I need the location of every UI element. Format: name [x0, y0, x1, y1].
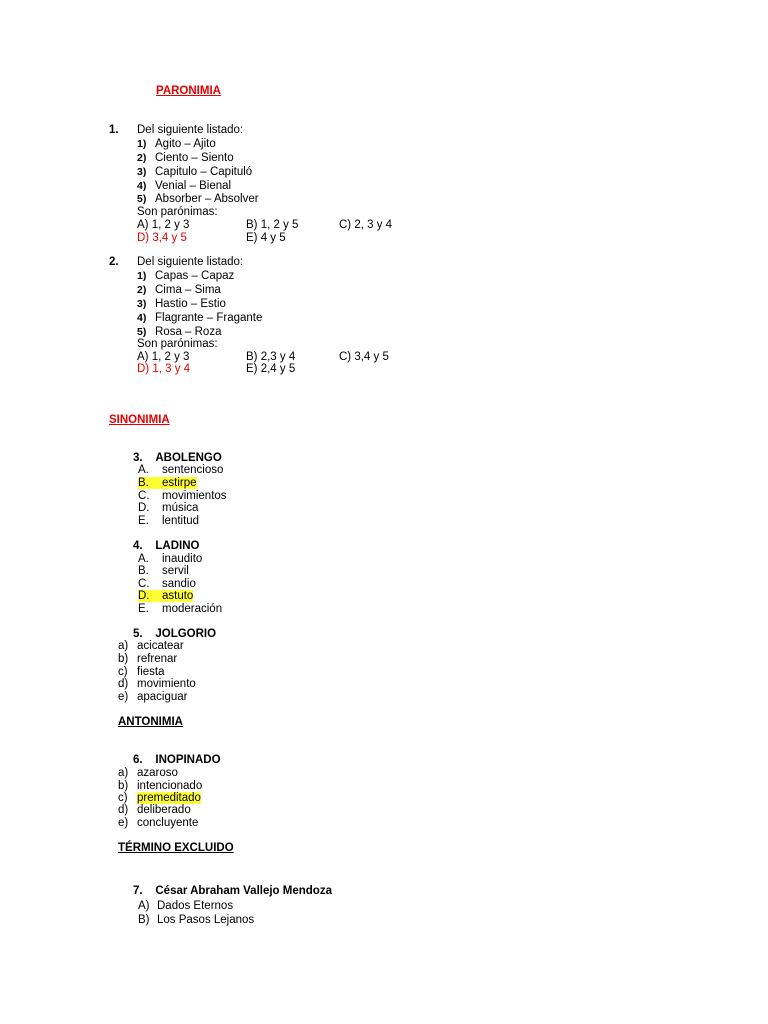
- list-item: A. inaudito: [138, 553, 203, 565]
- list-item: E. lentitud: [138, 515, 200, 527]
- answer-option-b: B) 1, 2 y 5: [246, 219, 299, 231]
- question-title: 6. INOPINADO: [133, 754, 221, 766]
- list-item: 4) Venial – Bienal: [137, 180, 232, 192]
- list-item: A) Dados Eternos: [138, 900, 234, 912]
- question-stem: Del siguiente listado:: [137, 256, 244, 268]
- question-title: 3. ABOLENGO: [133, 452, 222, 464]
- list-item: B. servil: [138, 565, 189, 577]
- answer-option-d-correct: D) 3,4 y 5: [137, 232, 187, 244]
- list-item: C. movimientos: [138, 490, 227, 502]
- list-item: d) movimiento: [118, 678, 196, 690]
- answer-row: [137, 363, 339, 376]
- question-title: 4. LADINO: [133, 540, 200, 552]
- section-heading-sinonimia: SINONIMIA: [109, 414, 170, 426]
- answer-option-d-correct: D) 1, 3 y 4: [137, 363, 191, 375]
- question-prompt: Son parónimas:: [137, 206, 218, 218]
- list-item: 3) Hastio – Estio: [137, 298, 226, 310]
- list-item: 3) Capitulo – Capituló: [137, 166, 253, 178]
- question-title: 7. César Abraham Vallejo Mendoza: [133, 885, 332, 897]
- answer-option-a: A) 1, 2 y 3: [137, 219, 190, 231]
- answer-option-c: C) 2, 3 y 4: [339, 219, 393, 231]
- list-item: e) apaciguar: [118, 691, 188, 703]
- list-item: b) intencionado: [118, 780, 203, 792]
- list-item: b) refrenar: [118, 653, 178, 665]
- question-number: 1.: [109, 124, 119, 136]
- list-item: 1) Capas – Capaz: [137, 270, 235, 282]
- list-item: C. sandio: [138, 578, 196, 590]
- list-item: 5) Rosa – Roza: [137, 326, 222, 338]
- answer-option-e: E) 2,4 y 5: [246, 363, 296, 375]
- answer-row: [137, 219, 392, 232]
- answer-option-b: B) 2,3 y 4: [246, 351, 296, 363]
- list-item: 1) Agito – Ajito: [137, 138, 216, 150]
- section-heading-termino-excluido: TÉRMINO EXCLUIDO: [118, 842, 234, 854]
- answer-option-e: E) 4 y 5: [246, 232, 286, 244]
- answer-option-a: A) 1, 2 y 3: [137, 351, 190, 363]
- list-item-highlighted: B. estirpe: [138, 477, 197, 489]
- question-title: 5. JOLGORIO: [133, 628, 217, 640]
- list-item-highlighted: c) premeditado: [118, 792, 201, 804]
- answer-row: [137, 232, 339, 245]
- section-heading-antonimia: ANTONIMIA: [118, 716, 183, 728]
- list-item: A. sentencioso: [138, 464, 224, 476]
- list-item: 5) Absorber – Absolver: [137, 193, 259, 205]
- section-heading-paronimia: PARONIMIA: [156, 85, 221, 97]
- list-item: 4) Flagrante – Fragante: [137, 312, 263, 324]
- list-item: d) deliberado: [118, 804, 191, 816]
- list-item: E. moderación: [138, 603, 223, 615]
- question-number: 2.: [109, 256, 119, 268]
- question-prompt: Son parónimas:: [137, 338, 218, 350]
- answer-option-c: C) 3,4 y 5: [339, 351, 389, 363]
- question-stem: Del siguiente listado:: [137, 124, 244, 136]
- list-item: B) Los Pasos Lejanos: [138, 914, 255, 926]
- list-item: a) azaroso: [118, 767, 178, 779]
- list-item: D. música: [138, 502, 199, 514]
- list-item: 2) Cima – Sima: [137, 284, 221, 296]
- list-item: c) fiesta: [118, 666, 165, 678]
- list-item: e) concluyente: [118, 817, 199, 829]
- list-item-highlighted: D. astuto: [138, 590, 194, 602]
- list-item: 2) Ciento – Siento: [137, 152, 234, 164]
- list-item: a) acicatear: [118, 640, 184, 652]
